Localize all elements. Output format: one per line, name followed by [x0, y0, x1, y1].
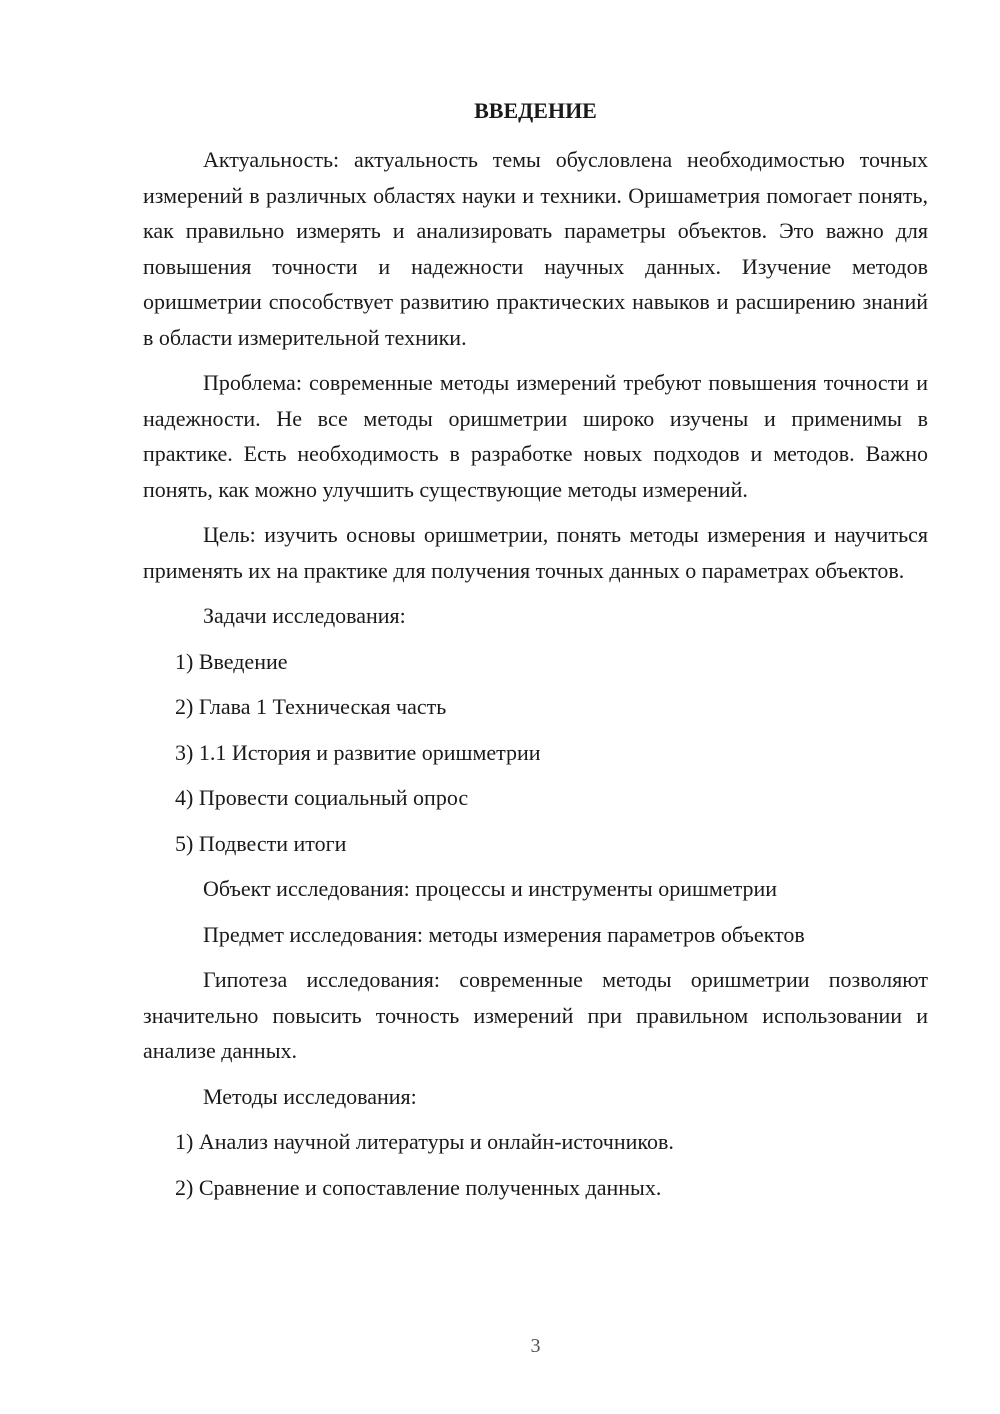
goal-paragraph: Цель: изучить основы оришметрии, понять методы измерения и научиться применять их на практике для получения точных данных о параметрах объектов. [143, 522, 928, 583]
task-item: 1) Введение [175, 648, 288, 674]
hypothesis-paragraph: Гипотеза исследования: современные методы оришметрии позволяют значительно повысить точность измерений при правильном использовании и анализе данных. [143, 967, 928, 1063]
task-item: 3) 1.1 История и развитие оришметрии [175, 739, 541, 765]
problem-paragraph: Проблема: современные методы измерений требуют повышения точности и надежности. Не все методы оришметрии широко изучены и применимы в практике. Есть необходимость в разработке новых подходов и методов. Важно понять, как можно улучшить существующие методы измерений. [143, 370, 928, 502]
object-line: Объект исследования: процессы и инструменты оришметрии [203, 876, 778, 901]
tasks-list [143, 644, 928, 862]
methods-title: Методы исследования: [203, 1083, 417, 1109]
document-body [143, 142, 928, 1215]
task-item: 2) Глава 1 Техническая часть [175, 694, 447, 719]
task-item: 5) Подвести итоги [175, 830, 347, 856]
method-item: 2) Сравнение и сопоставление полученных данных. [175, 1174, 662, 1200]
method-item: 1) Анализ научной литературы и онлайн-источников. [175, 1129, 674, 1154]
methods-list [143, 1124, 928, 1205]
page-heading: ВВЕДЕНИЕ [474, 98, 597, 123]
document-page [143, 0, 928, 1414]
page-number: 3 [530, 1335, 541, 1357]
relevance-paragraph: Актуальность: актуальность темы обусловлена необходимостью точных измерений в различных областях науки и техники. Оришаметрия помогает понять, как правильно измерять и анализировать параметры объектов. Это важно для повышения точности и надежности научных данных. Изучение методов оришметрии способствует развитию практических навыков и расширению знаний в области измерительной техники. [143, 147, 928, 350]
subject-line: Предмет исследования: методы измерения параметров объектов [203, 921, 805, 947]
task-item: 4) Провести социальный опрос [175, 785, 469, 810]
tasks-title: Задачи исследования: [203, 603, 406, 628]
